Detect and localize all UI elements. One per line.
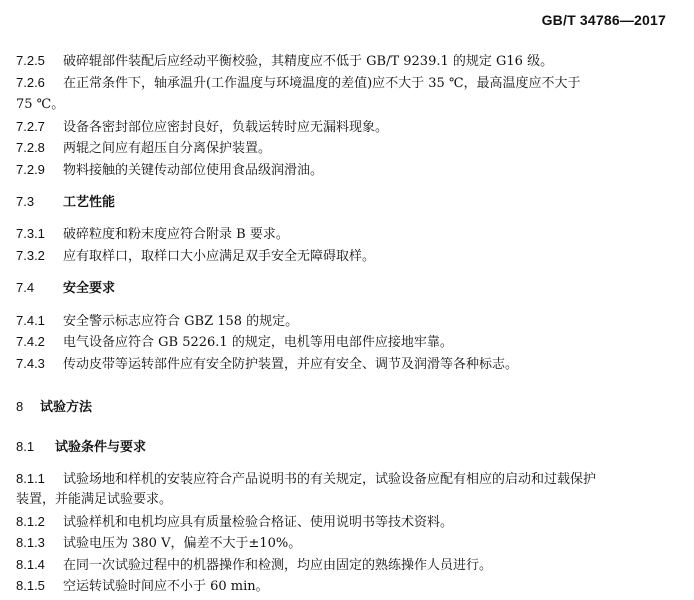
clause-7-2-9 xyxy=(16,160,323,181)
clause-text: 物料接触的关键传动部位使用食品级润滑油。 xyxy=(63,163,324,178)
clause-number: 8.1.4 xyxy=(16,557,45,572)
section-title: 工艺性能 xyxy=(63,195,116,210)
clause-7-2-7 xyxy=(16,117,388,138)
clause-number: 8.1.2 xyxy=(16,514,45,529)
clause-text: 传动皮带等运转部件应有安全防护装置，并应有安全、调节及润滑等各种标志。 xyxy=(63,357,519,372)
clause-text: 装置，并能满足试验要求。 xyxy=(16,492,173,507)
section-title: 试验方法 xyxy=(40,400,93,415)
clause-7-2-5 xyxy=(16,51,553,72)
clause-7-2-8 xyxy=(16,138,271,159)
clause-number: 7.3.2 xyxy=(16,248,45,263)
clause-text: 在同一次试验过程中的机器操作和检测，均应由固定的熟练操作人员进行。 xyxy=(63,558,493,573)
clause-7-2-6 xyxy=(16,73,581,94)
section-heading-8 xyxy=(16,397,92,418)
clause-8-1-5 xyxy=(16,576,269,597)
clause-number: 8.1.1 xyxy=(16,471,45,486)
clause-number: 8.1.3 xyxy=(16,535,45,550)
section-number: 7.3 xyxy=(16,194,35,209)
clause-8-1-1 xyxy=(16,469,596,490)
clause-7-3-2 xyxy=(16,246,375,267)
clause-text: 破碎辊部件装配后应经动平衡校验，其精度应不低于 GB/T 9239.1 的规定 G16 级。 xyxy=(63,54,554,69)
clause-text: 安全警示标志应符合 GBZ 158 的规定。 xyxy=(63,314,299,329)
clause-8-1-2 xyxy=(16,512,453,533)
clause-7-3-1 xyxy=(16,224,289,245)
clause-text: 空运转试验时间应不小于 60 min。 xyxy=(63,579,269,594)
clause-number: 7.2.6 xyxy=(16,75,45,90)
section-heading-7-4 xyxy=(16,278,115,299)
section-number: 7.4 xyxy=(16,280,35,295)
clause-number: 7.4.1 xyxy=(16,313,45,328)
clause-text: 两辊之间应有超压自分离保护装置。 xyxy=(63,141,272,156)
clause-7-4-2 xyxy=(16,332,453,353)
section-heading-8-1 xyxy=(16,437,146,458)
section-number: 8.1 xyxy=(16,439,35,454)
clause-text: 电气设备应符合 GB 5226.1 的规定，电机等用电部件应接地牢靠。 xyxy=(63,335,453,350)
standard-code-header: GB/T 34786—2017 xyxy=(541,12,666,28)
clause-text: 试验电压为 380 V，偏差不大于±10%。 xyxy=(63,536,302,551)
clause-text: 试验样机和电机均应具有质量检验合格证、使用说明书等技术资料。 xyxy=(63,515,454,530)
clause-number: 7.2.9 xyxy=(16,162,45,177)
clause-8-1-4 xyxy=(16,555,492,576)
clause-text: 应有取样口，取样口大小应满足双手安全无障碍取样。 xyxy=(63,249,376,264)
clause-number: 7.4.2 xyxy=(16,334,45,349)
section-title: 试验条件与要求 xyxy=(55,440,147,455)
clause-number: 8.1.5 xyxy=(16,578,45,593)
clause-number: 7.2.8 xyxy=(16,140,45,155)
section-heading-7-3 xyxy=(16,192,115,213)
clause-7-2-6-continuation xyxy=(16,95,64,115)
section-number: 8 xyxy=(16,399,24,414)
clause-text: 在正常条件下，轴承温升(工作温度与环境温度的差值)应不大于 35 ℃，最高温度应不大于 xyxy=(63,76,581,91)
clause-text: 75 ℃。 xyxy=(16,97,65,112)
section-title: 安全要求 xyxy=(63,281,116,296)
clause-7-4-1 xyxy=(16,311,298,332)
clause-text: 破碎粒度和粉末度应符合附录 B 要求。 xyxy=(63,227,289,242)
clause-number: 7.4.3 xyxy=(16,356,45,371)
clause-8-1-3 xyxy=(16,533,301,554)
clause-7-4-3 xyxy=(16,354,518,375)
clause-8-1-1-continuation xyxy=(16,490,172,510)
clause-text: 设备各密封部位应密封良好，负载运转时应无漏料现象。 xyxy=(63,120,389,135)
clause-number: 7.3.1 xyxy=(16,226,45,241)
clause-text: 试验场地和样机的安装应符合产品说明书的有关规定，试验设备应配有相应的启动和过载保护 xyxy=(63,472,597,487)
clause-number: 7.2.7 xyxy=(16,119,45,134)
clause-number: 7.2.5 xyxy=(16,53,45,68)
